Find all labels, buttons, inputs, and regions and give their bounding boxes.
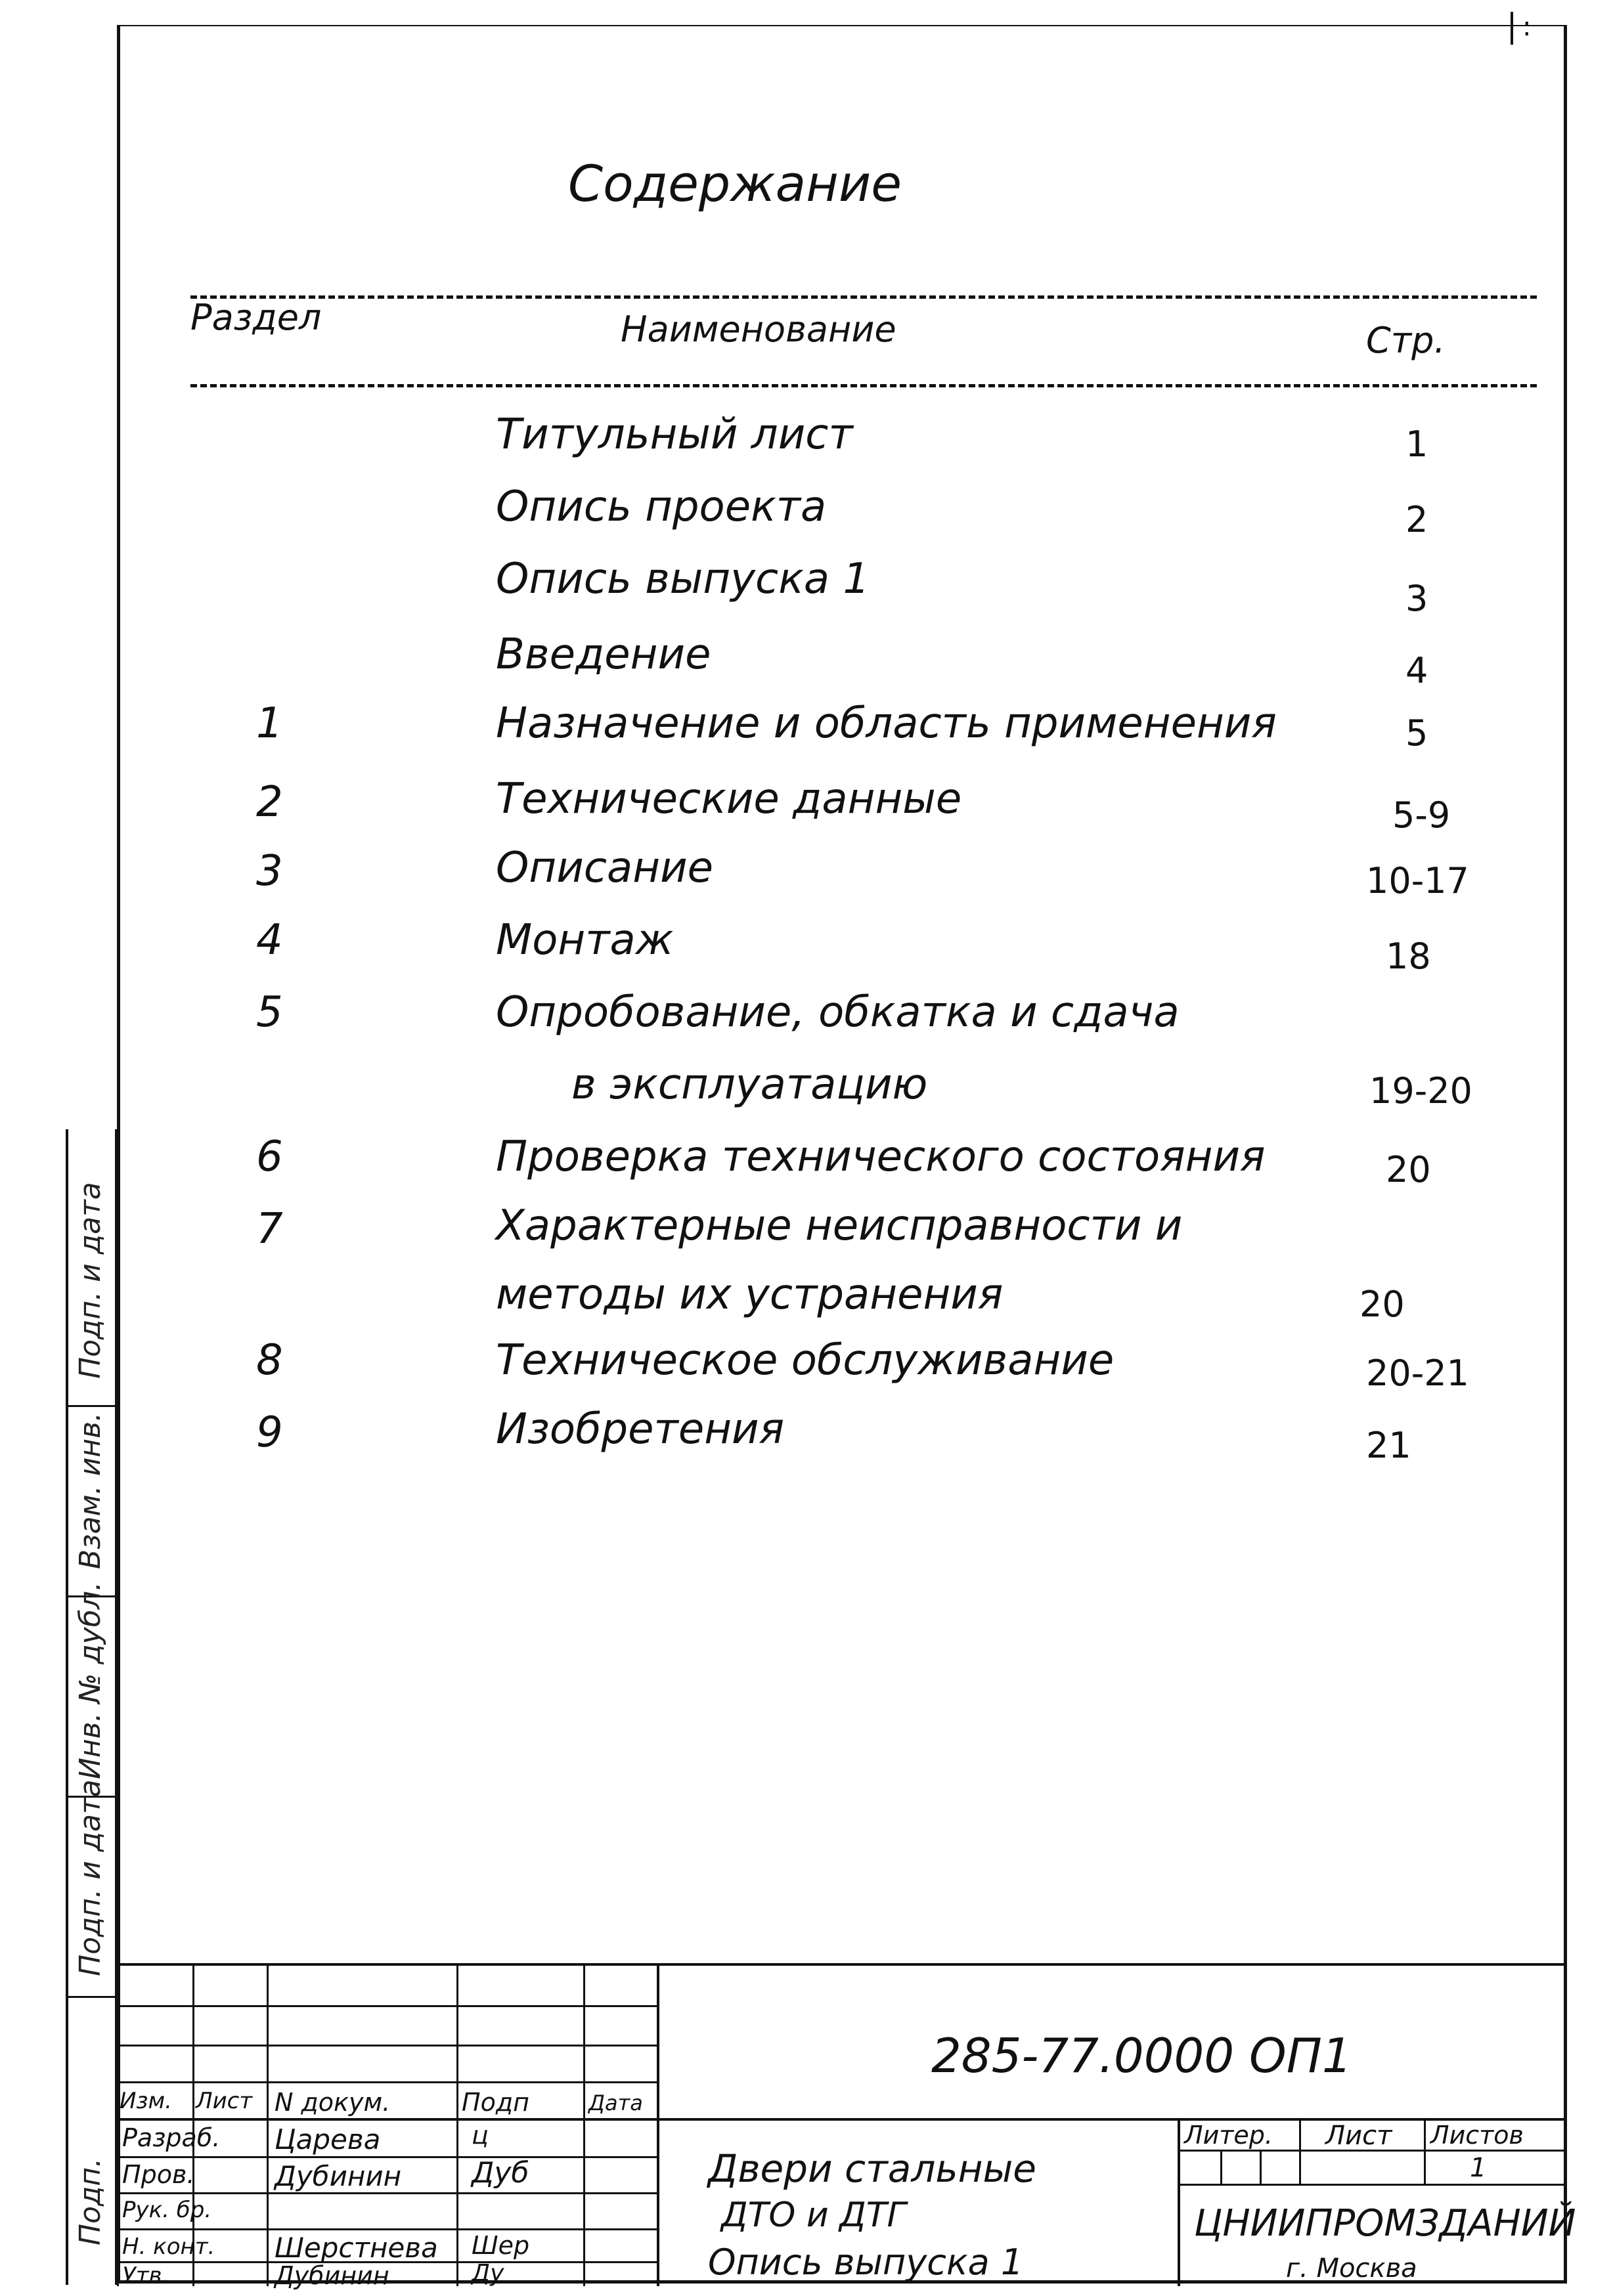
stamp-line [1178, 2184, 1567, 2186]
sheets-value: 1 [1470, 2153, 1487, 2183]
stamp-line [1220, 2150, 1222, 2184]
person-name: Дубинин [275, 2160, 402, 2192]
toc-row-name: Опись выпуска 1 [496, 555, 870, 603]
toc-row-page: 5-9 [1392, 794, 1451, 836]
role-label: Утв. [122, 2263, 169, 2289]
col-header-date: Дата [588, 2090, 643, 2115]
role-label: Н. конт. [122, 2234, 215, 2260]
col-header-doc: N докум. [275, 2088, 391, 2117]
stamp-line [117, 1966, 119, 2286]
toc-row-page: 1 [1405, 423, 1428, 465]
stamp-line [1178, 2118, 1180, 2286]
stamp-line [267, 1966, 269, 2286]
toc-row-page: 2 [1405, 499, 1428, 540]
toc-row-page: 4 [1405, 650, 1428, 691]
toc-row-name: Назначение и область применения [496, 699, 1277, 748]
person-signature: ц [472, 2121, 489, 2150]
toc-row-number: 5 [256, 988, 283, 1037]
stamp-line [117, 2081, 657, 2083]
strip-label: Инв. № дубл. [74, 1581, 107, 1779]
toc-row-page: 20-21 [1366, 1353, 1469, 1394]
stamp-line [456, 1966, 458, 2286]
product-subtitle: ДТО и ДТГ [721, 2196, 906, 2235]
person-signature: Дуб [472, 2156, 529, 2190]
stamp-line [117, 2045, 657, 2047]
header-top-rule [190, 295, 1537, 299]
role-label: Разраб. [122, 2123, 221, 2152]
stamp-line [583, 1966, 585, 2286]
sheet-label: Лист [1325, 2121, 1392, 2151]
person-signature: Шер [472, 2231, 530, 2260]
stamp-line [657, 1966, 659, 2286]
person-name: Шерстнева [275, 2232, 438, 2264]
toc-row-page: 5 [1405, 712, 1428, 754]
stamp-line [117, 2005, 657, 2007]
toc-row-page: 19-20 [1369, 1070, 1472, 1112]
col-header-list: Лист [196, 2088, 253, 2114]
person-name: Царева [275, 2123, 381, 2155]
header-bottom-rule [190, 384, 1537, 387]
toc-row-name: методы их устранения [496, 1270, 1004, 1319]
toc-row-number: 7 [256, 1205, 283, 1253]
stamp-line [117, 2228, 657, 2230]
product-title: Двери стальные [708, 2146, 1036, 2191]
toc-row-name: Титульный лист [496, 410, 853, 459]
role-label: Пров. [122, 2160, 195, 2189]
toc-row-number: 9 [256, 1408, 283, 1457]
toc-row-name: Изобретения [496, 1405, 785, 1454]
title-block [117, 1963, 1576, 2290]
document-code: 285-77.0000 ОП1 [931, 2028, 1352, 2083]
strip-label: Подп. и дата [74, 1779, 107, 1976]
toc-row-page: 10-17 [1366, 860, 1469, 901]
toc-row-page: 20 [1359, 1284, 1405, 1325]
toc-row-number: 3 [256, 847, 283, 896]
toc-row-name: Монтаж [496, 916, 674, 964]
col-header-izm: Изм. [120, 2088, 172, 2114]
organization-city: г. Москва [1286, 2253, 1417, 2284]
header-name: Наименование [621, 309, 896, 350]
role-label: Рук. бр. [122, 2197, 212, 2223]
toc-row-page: 20 [1386, 1149, 1431, 1190]
toc-row-number: 4 [256, 916, 283, 964]
sheet-title: Опись выпуска 1 [708, 2242, 1024, 2283]
toc-row-name: Опробование, обкатка и сдача [496, 988, 1180, 1037]
strip-label: Подп. [74, 2157, 107, 2245]
header-page: Стр. [1366, 320, 1446, 361]
organization-name: ЦНИИПРОМЗДАНИЙ [1194, 2202, 1576, 2245]
stamp-line [1424, 2118, 1426, 2184]
toc-row-name: в эксплуатацию [571, 1060, 928, 1109]
strip-divider [66, 1996, 117, 1998]
toc-row-page: 21 [1366, 1425, 1411, 1466]
toc-row-page: 3 [1405, 578, 1428, 619]
stamp-line [117, 2156, 657, 2158]
strip-label: Взам. инв. [74, 1412, 107, 1569]
stamp-line [1260, 2150, 1262, 2184]
toc-row-name: Опись проекта [496, 483, 827, 531]
stamp-line [117, 2192, 657, 2194]
col-header-podp: Подп [462, 2088, 529, 2117]
litera-label: Литер. [1184, 2121, 1273, 2150]
page-title: Содержание [568, 154, 902, 213]
sheets-label: Листов [1430, 2121, 1524, 2150]
toc-row-page: 18 [1386, 936, 1431, 977]
corner-mark: : [1511, 12, 1557, 45]
toc-row-number: 6 [256, 1133, 283, 1181]
toc-row-name: Введение [496, 630, 711, 679]
toc-row-number: 1 [256, 699, 283, 748]
person-signature: Ду [472, 2260, 504, 2287]
toc-row-name: Техническое обслуживание [496, 1336, 1115, 1385]
stamp-line [1299, 2118, 1301, 2184]
toc-row-number: 2 [256, 778, 283, 827]
strip-divider [66, 1405, 117, 1407]
toc-row-number: 8 [256, 1336, 283, 1385]
toc-row-name: Технические данные [496, 775, 962, 823]
toc-row-name: Характерные неисправности и [496, 1202, 1183, 1250]
strip-label: Подп. и дата [74, 1182, 107, 1379]
toc-row-name: Описание [496, 844, 714, 892]
header-section: Раздел [190, 297, 322, 338]
person-name: Дубинин [275, 2261, 389, 2290]
toc-row-name: Проверка технического состояния [496, 1133, 1266, 1181]
